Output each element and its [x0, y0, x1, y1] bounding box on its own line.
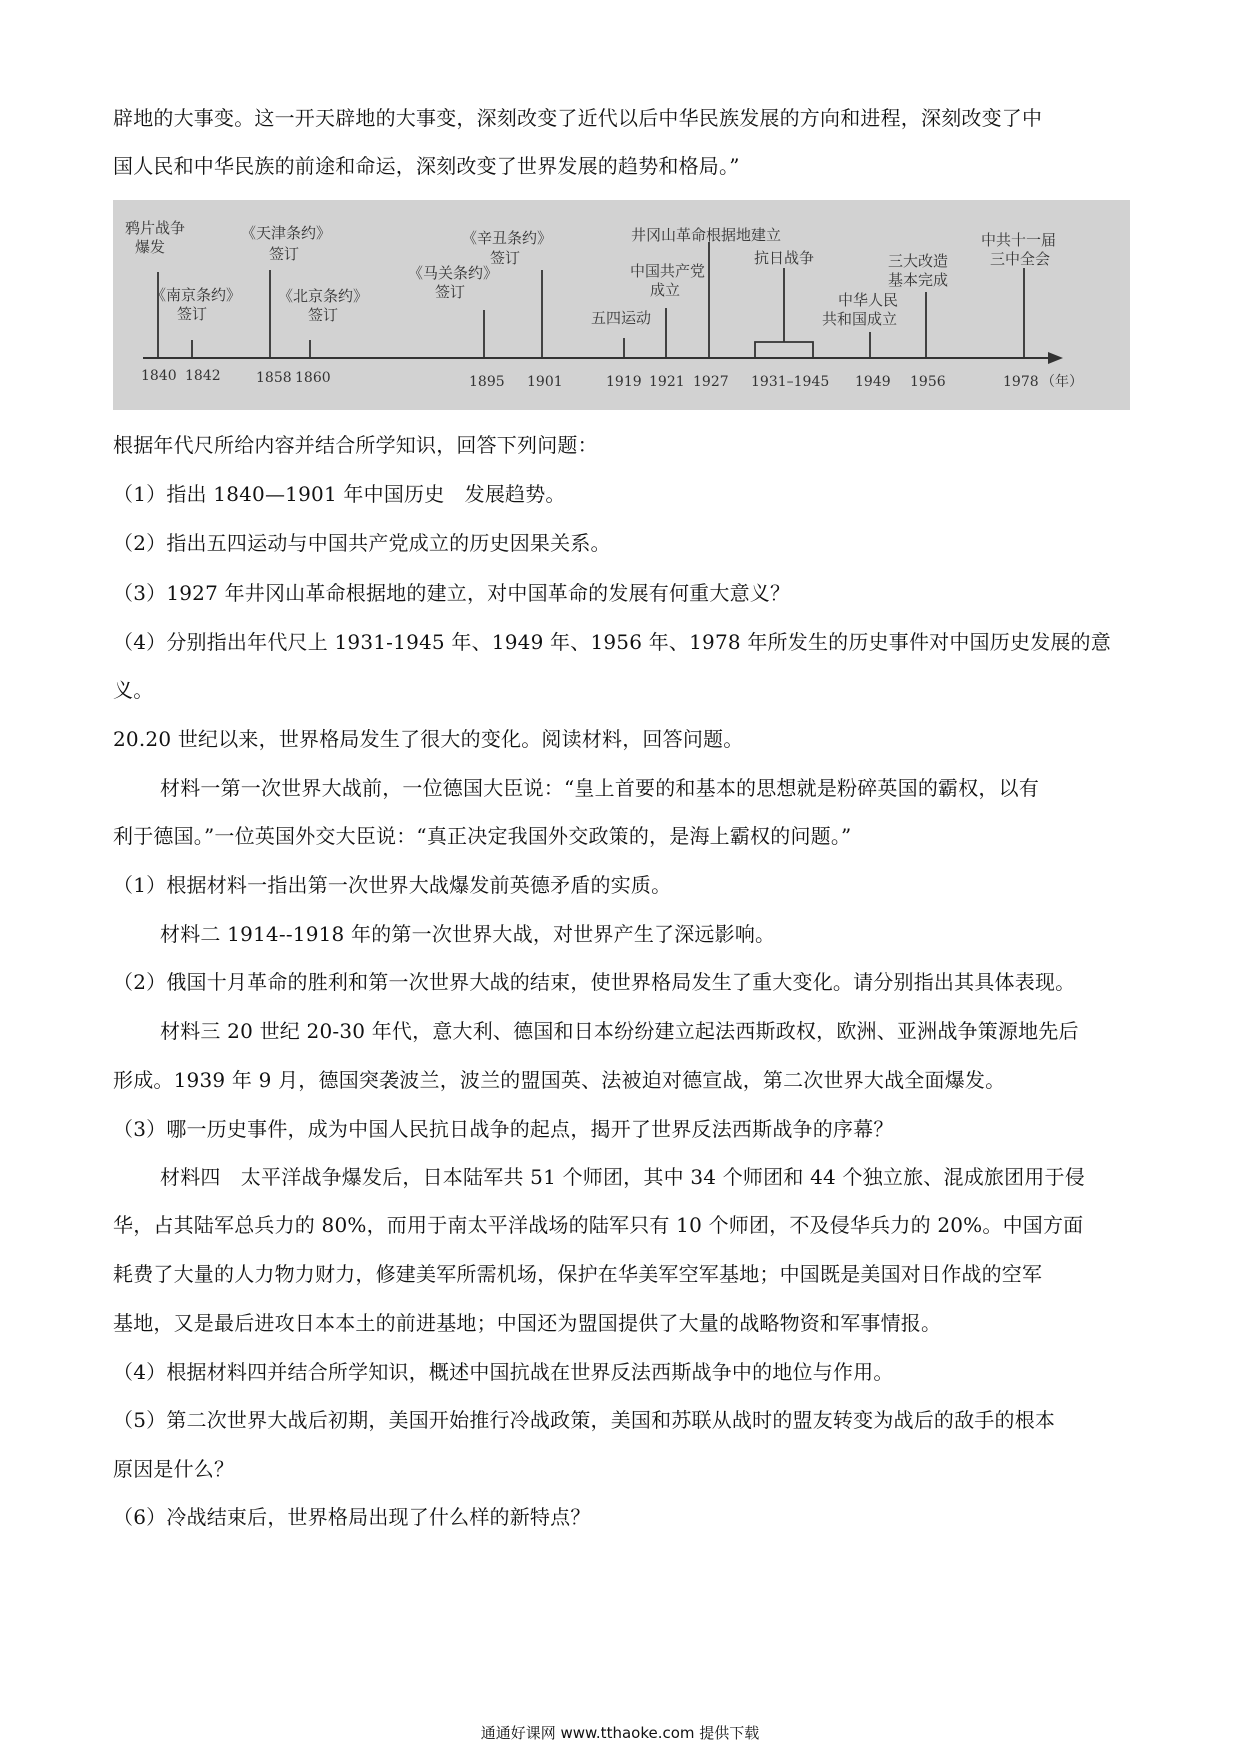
q20-q6: （6）冷战结束后，世界格局出现了什么样的新特点？	[113, 1505, 591, 1529]
year-1949: 1949	[855, 374, 891, 390]
event-1931-1945: 抗日战争	[754, 249, 815, 267]
year-1895: 1895	[469, 374, 505, 390]
event-1919: 五四运动	[591, 309, 652, 327]
event-1860-l1: 《北京条约》	[278, 287, 369, 305]
q20-q5-line1: （5）第二次世界大战后初期，美国开始推行冷战政策，美国和苏联从战时的盟友转变为战后的敌手的根本	[113, 1408, 1056, 1432]
year-1978: 1978	[1003, 374, 1039, 390]
event-1949-l2: 共和国成立	[822, 310, 898, 328]
q19-q2: （2）指出五四运动与中国共产党成立的历史因果关系。	[113, 531, 611, 555]
event-1978-l1: 中共十一届	[981, 231, 1057, 249]
q19-q1: （1）指出 1840—1901 年中国历史 发展趋势。	[113, 482, 566, 506]
event-1895-l2: 签订	[435, 283, 466, 301]
event-1956-l2: 基本完成	[888, 271, 949, 289]
year-1931-1945: 1931–1945	[751, 374, 830, 390]
q20-material2: 材料二 1914--1918 年的第一次世界大战，对世界产生了深远影响。	[160, 922, 776, 946]
event-1901-l2: 签订	[490, 249, 521, 267]
year-1927: 1927	[693, 374, 729, 390]
q20-q5-line2: 原因是什么？	[113, 1457, 235, 1481]
event-1956-l1: 三大改造	[888, 252, 949, 270]
q20-material3-line2: 形成。1939 年 9 月，德国突袭波兰，波兰的盟国英、法被迫对德宣战，第二次世界大战全面爆发。	[113, 1068, 1006, 1092]
q20-material3-line1: 材料三 20 世纪 20-30 年代，意大利、德国和日本纷纷建立起法西斯政权，欧洲、亚洲战争策源地先后	[160, 1019, 1079, 1043]
event-1840-l2: 爆发	[135, 238, 166, 256]
event-1927: 井冈山革命根据地建立	[631, 226, 782, 244]
timeline-svg	[113, 200, 1130, 410]
year-1858: 1858	[256, 370, 292, 386]
q20-material4-line4: 基地，又是最后进攻日本本土的前进基地；中国还为盟国提供了大量的战略物资和军事情报。	[113, 1311, 942, 1335]
year-1901: 1901	[527, 374, 563, 390]
year-1842: 1842	[185, 368, 221, 384]
q20-q3: （3）哪一历史事件，成为中国人民抗日战争的起点，揭开了世界反法西斯战争的序幕？	[113, 1117, 894, 1141]
event-1895-l1: 《马关条约》	[408, 264, 499, 282]
q20-q1: （1）根据材料一指出第一次世界大战爆发前英德矛盾的实质。	[113, 873, 672, 897]
q20-material1-line1: 材料一第一次世界大战前，一位德国大臣说：“皇上首要的和基本的思想就是粉碎英国的霸权，以有	[160, 776, 1040, 800]
q20-q4: （4）根据材料四并结合所学知识，概述中国抗战在世界反法西斯战争中的地位与作用。	[113, 1360, 894, 1384]
event-1858-l1: 《天津条约》	[241, 224, 332, 242]
event-1901-l1: 《辛丑条约》	[462, 229, 553, 247]
event-1949-l1: 中华人民	[838, 291, 899, 309]
year-1840: 1840	[141, 368, 177, 384]
q19-q4-line1: （4）分别指出年代尺上 1931-1945 年、1949 年、1956 年、1978 年所发生的历史事件对中国历史发展的意	[113, 630, 1111, 654]
event-1842-l2: 签订	[177, 305, 208, 323]
q20-title: 20.20 世纪以来，世界格局发生了很大的变化。阅读材料，回答问题。	[113, 727, 744, 751]
page-footer: 通通好课网 www.tthaoke.com 提供下载	[480, 1724, 760, 1742]
event-1860-l2: 签订	[308, 306, 339, 324]
q20-q2: （2）俄国十月革命的胜利和第一次世界大战的结束，使世界格局发生了重大变化。请分别指出其具体表现。	[113, 970, 1076, 994]
year-1919: 1919	[606, 374, 642, 390]
intro-line-2: 国人民和中华民族的前途和命运，深刻改变了世界发展的趋势和格局。”	[113, 154, 740, 178]
event-1921-l2: 成立	[650, 281, 681, 299]
q20-material4-line1: 材料四 太平洋战争爆发后，日本陆军共 51 个师团，其中 34 个师团和 44 个独立旅、混成旅团用于侵	[160, 1165, 1085, 1189]
axis-unit: （年）	[1041, 374, 1083, 390]
q19-q3: （3）1927 年井冈山革命根据地的建立，对中国革命的发展有何重大意义？	[113, 581, 791, 605]
bracket-1931-1945	[755, 342, 813, 358]
axis-arrow-icon	[1048, 352, 1063, 364]
q20-material4-line3: 耗费了大量的人力物力财力，修建美军所需机场，保护在华美军空军基地；中国既是美国对日作战的空军	[113, 1262, 1043, 1286]
q19-q4-line2: 义。	[113, 678, 154, 702]
q19-prompt: 根据年代尺所给内容并结合所学知识，回答下列问题：	[113, 433, 598, 457]
intro-line-1: 辟地的大事变。这一开天辟地的大事变，深刻改变了近代以后中华民族发展的方向和进程，深刻改变了中	[113, 106, 1043, 130]
event-1842-l1: 《南京条约》	[151, 286, 242, 304]
event-1840-l1: 鸦片战争	[125, 219, 186, 237]
q20-material4-line2: 华，占其陆军总兵力的 80%，而用于南太平洋战场的陆军只有 10 个师团，不及侵华兵力的 20%。中国方面	[113, 1213, 1084, 1237]
q20-material1-line2: 利于德国。”一位英国外交大臣说：“真正决定我国外交政策的，是海上霸权的问题。”	[113, 824, 852, 848]
year-1956: 1956	[910, 374, 946, 390]
event-1978-l2: 三中全会	[990, 250, 1051, 268]
year-1860: 1860	[295, 370, 331, 386]
timeline-figure	[113, 200, 1130, 410]
year-1921: 1921	[649, 374, 685, 390]
event-1921-l1: 中国共产党	[630, 262, 706, 280]
event-1858-l2: 签订	[269, 245, 300, 263]
